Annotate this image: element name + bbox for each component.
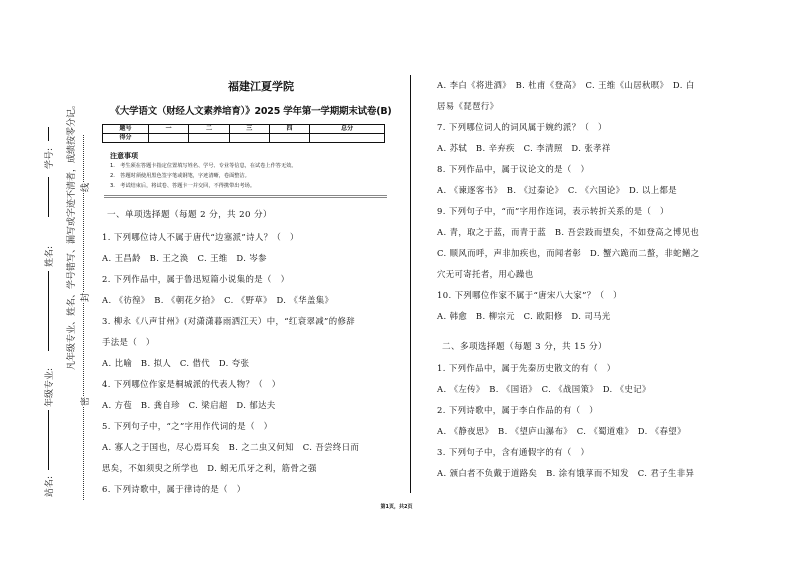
seal-mark-line: 线 [78, 182, 91, 193]
option-line: A. 王昌龄 B. 王之涣 C. 王维 D. 岑参 [102, 253, 267, 263]
major-underline [48, 271, 49, 351]
option-line: A. 寡人之于国也，尽心焉耳矣 B. 之二虫又何知 C. 吾尝终日而 [102, 442, 360, 452]
page-footer: 第1页，共2页 [380, 504, 413, 510]
school-name: 福建江夏学院 [228, 80, 294, 93]
option-line: C. 顺风而呼，声非加疾也，而闻者彰 D. 蟹六跪而二螯，非蛇鳝之 [437, 248, 700, 258]
score-header-cell: 三 [229, 125, 269, 134]
option-line: A. 《静夜思》 B. 《望庐山瀑布》 C. 《蜀道难》 D. 《春望》 [437, 426, 686, 436]
option-line: A. 颁白者不负戴于道路矣 B. 涂有饿莩而不知发 C. 君子生非异 [437, 468, 695, 478]
name-underline [48, 177, 49, 217]
score-header-cell: 一 [149, 125, 189, 134]
notice-double-rule [104, 195, 387, 198]
binding-warning: 凡年级专业、姓名、学号错写、漏写或字迹不清者，成绩按零分记。 [67, 99, 77, 370]
score-cell [229, 134, 269, 143]
seal-mark-secret: 密 [78, 396, 91, 407]
score-table-score-row [103, 134, 385, 143]
question-line: 3. 柳永《八声甘州》(对潇潇暮雨洒江天）中，“红衰翠减”的修辞 [102, 316, 356, 326]
option-line-cont: 穴无可寄托者，用心躁也 [437, 269, 534, 279]
question-line: 6. 下列诗歌中，属于律诗的是（ ） [102, 484, 246, 494]
question-line: 8. 下列作品中，属于议论文的是（ ） [437, 164, 590, 174]
seal-mark-seal: 封 [78, 292, 91, 303]
student-id-label: 学号: [45, 147, 55, 169]
option-line: A. 青，取之于蓝，而青于蓝 B. 吾尝跂而望矣，不如登高之博见也 [437, 227, 700, 237]
notice-title: 注意事项 [110, 152, 138, 160]
notice-item: 2. 答题时须使用黑色签字笔或钢笔，字迹清晰，卷面整洁。 [110, 173, 250, 179]
option-line: A. 《彷徨》 B. 《朝花夕拾》 C. 《野草》 D. 《华盖集》 [102, 295, 334, 305]
notice-block [110, 151, 400, 198]
question-line: 4. 下列哪位作家是桐城派的代表人物？（ ） [102, 379, 281, 389]
score-header-cell: 二 [189, 125, 229, 134]
option-line: A. 苏轼 B. 辛弃疾 C. 李清照 D. 张孝祥 [437, 143, 611, 153]
score-table [102, 124, 385, 143]
question-line: 9. 下列句子中，“而”字用作连词，表示转折关系的是（ ） [437, 206, 669, 216]
question-line-cont: 手法是（ ） [102, 337, 155, 347]
option-line: A. 李白《将进酒》 B. 杜甫《登高》 C. 王维《山居秋暝》 D. 白 [437, 80, 695, 90]
campus-underline [48, 410, 49, 470]
option-line: A. 《谏逐客书》 B. 《过秦论》 C. 《六国论》 D. 以上都是 [437, 185, 678, 195]
question-line: 2. 下列作品中，属于鲁迅短篇小说集的是（ ） [102, 274, 290, 284]
score-row-label: 得分 [103, 134, 149, 143]
option-line: A. 比喻 B. 拟人 C. 借代 D. 夸张 [102, 358, 250, 368]
score-cell [269, 134, 309, 143]
score-table-header-row [103, 125, 385, 134]
option-line-cont: 居易《琵琶行》 [437, 101, 499, 111]
exam-title: 《大学语文（财经人文素养培育）》2025 学年第一学期期末试卷(B) [110, 106, 392, 117]
section-1-title: 一、单项选择题（每题 2 分，共 20 分） [107, 210, 273, 220]
name-label: 姓名: [45, 245, 55, 267]
option-line: A. 韩愈 B. 柳宗元 C. 欧阳修 D. 司马光 [437, 311, 611, 321]
left-column [102, 78, 400, 494]
score-cell [149, 134, 189, 143]
score-header-cell: 四 [269, 125, 309, 134]
score-cell [310, 134, 385, 143]
column-divider [410, 75, 411, 493]
question-line: 5. 下列句子中，“之”字用作代词的是（ ） [102, 421, 273, 431]
notice-item: 1. 考生须在答题卡指定位置填写姓名、学号、专业等信息，在试卷上作答无效。 [110, 163, 297, 169]
question-line: 7. 下列哪位词人的词风属于婉约派？（ ） [437, 122, 607, 132]
question-line: 1. 下列作品中，属于先秦历史散文的有（ ） [437, 363, 616, 373]
option-line: A. 方苞 B. 龚自珍 C. 梁启超 D. 郁达夫 [102, 400, 276, 410]
campus-label: 站名: [45, 475, 55, 497]
notice-item: 3. 考试结束后，将试卷、答题卡一并交回，不得携带出考场。 [110, 183, 256, 189]
question-line: 10. 下列哪位作家不属于“唐宋八大家”？（ ） [437, 290, 622, 300]
score-cell [189, 134, 229, 143]
right-column [437, 80, 737, 478]
option-line-cont: 思矣，不如须臾之所学也 D. 蚓无爪牙之利，筋骨之强 [102, 463, 317, 473]
binding-strip [20, 99, 100, 505]
question-line: 3. 下列句子中，含有通假字的有（ ） [437, 447, 590, 457]
question-line: 2. 下列诗歌中，属于李白作品的有（ ） [437, 405, 599, 415]
score-header-cell: 题号 [103, 125, 149, 134]
section-2-title: 二、多项选择题（每题 3 分，共 15 分） [442, 342, 608, 352]
major-label: 年级专业: [45, 367, 55, 407]
option-line: A. 《左传》 B. 《国语》 C. 《战国策》 D. 《史记》 [437, 384, 651, 394]
question-line: 1. 下列哪位诗人不属于唐代“边塞派”诗人？（ ） [102, 232, 299, 242]
score-header-cell: 总分 [310, 125, 385, 134]
student-id-underline [48, 127, 49, 141]
